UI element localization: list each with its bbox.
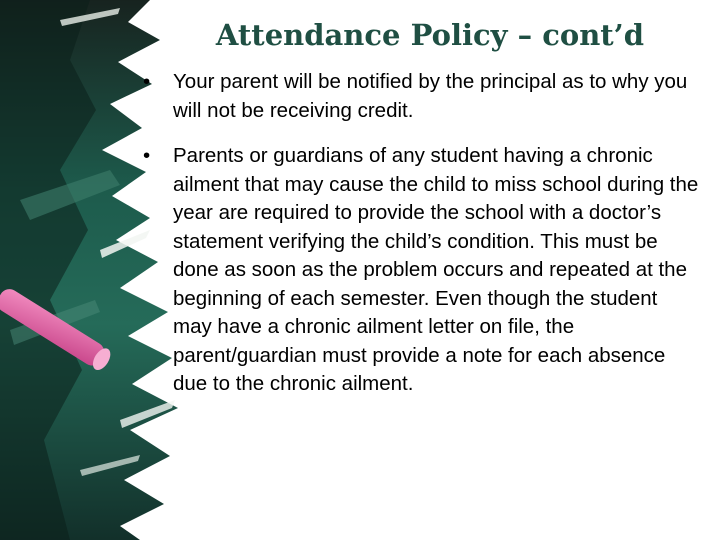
bullet-marker: • xyxy=(143,144,151,167)
bullet-item xyxy=(140,142,700,399)
bullet-text: Parents or guardians of any student having a chronic ailment that may cause the child to miss school during the year are required to provide the school with a doctor’s statement verifying the child’s condition. This must be done as soon as the problem occurs and repeated at the beginning of each semester. Even though the student may have a chronic ailment letter on file, the parent/guardian must provide a note for each absence due to the chronic ailment. xyxy=(173,144,699,395)
slide-title: Attendance Policy – cont’d xyxy=(215,18,645,52)
bullet-text: Your parent will be notified by the principal as to why you will not be receiving credit. xyxy=(173,70,688,122)
bullet-list xyxy=(140,68,700,416)
bullet-item xyxy=(140,68,700,125)
bullet-marker: • xyxy=(143,70,151,93)
